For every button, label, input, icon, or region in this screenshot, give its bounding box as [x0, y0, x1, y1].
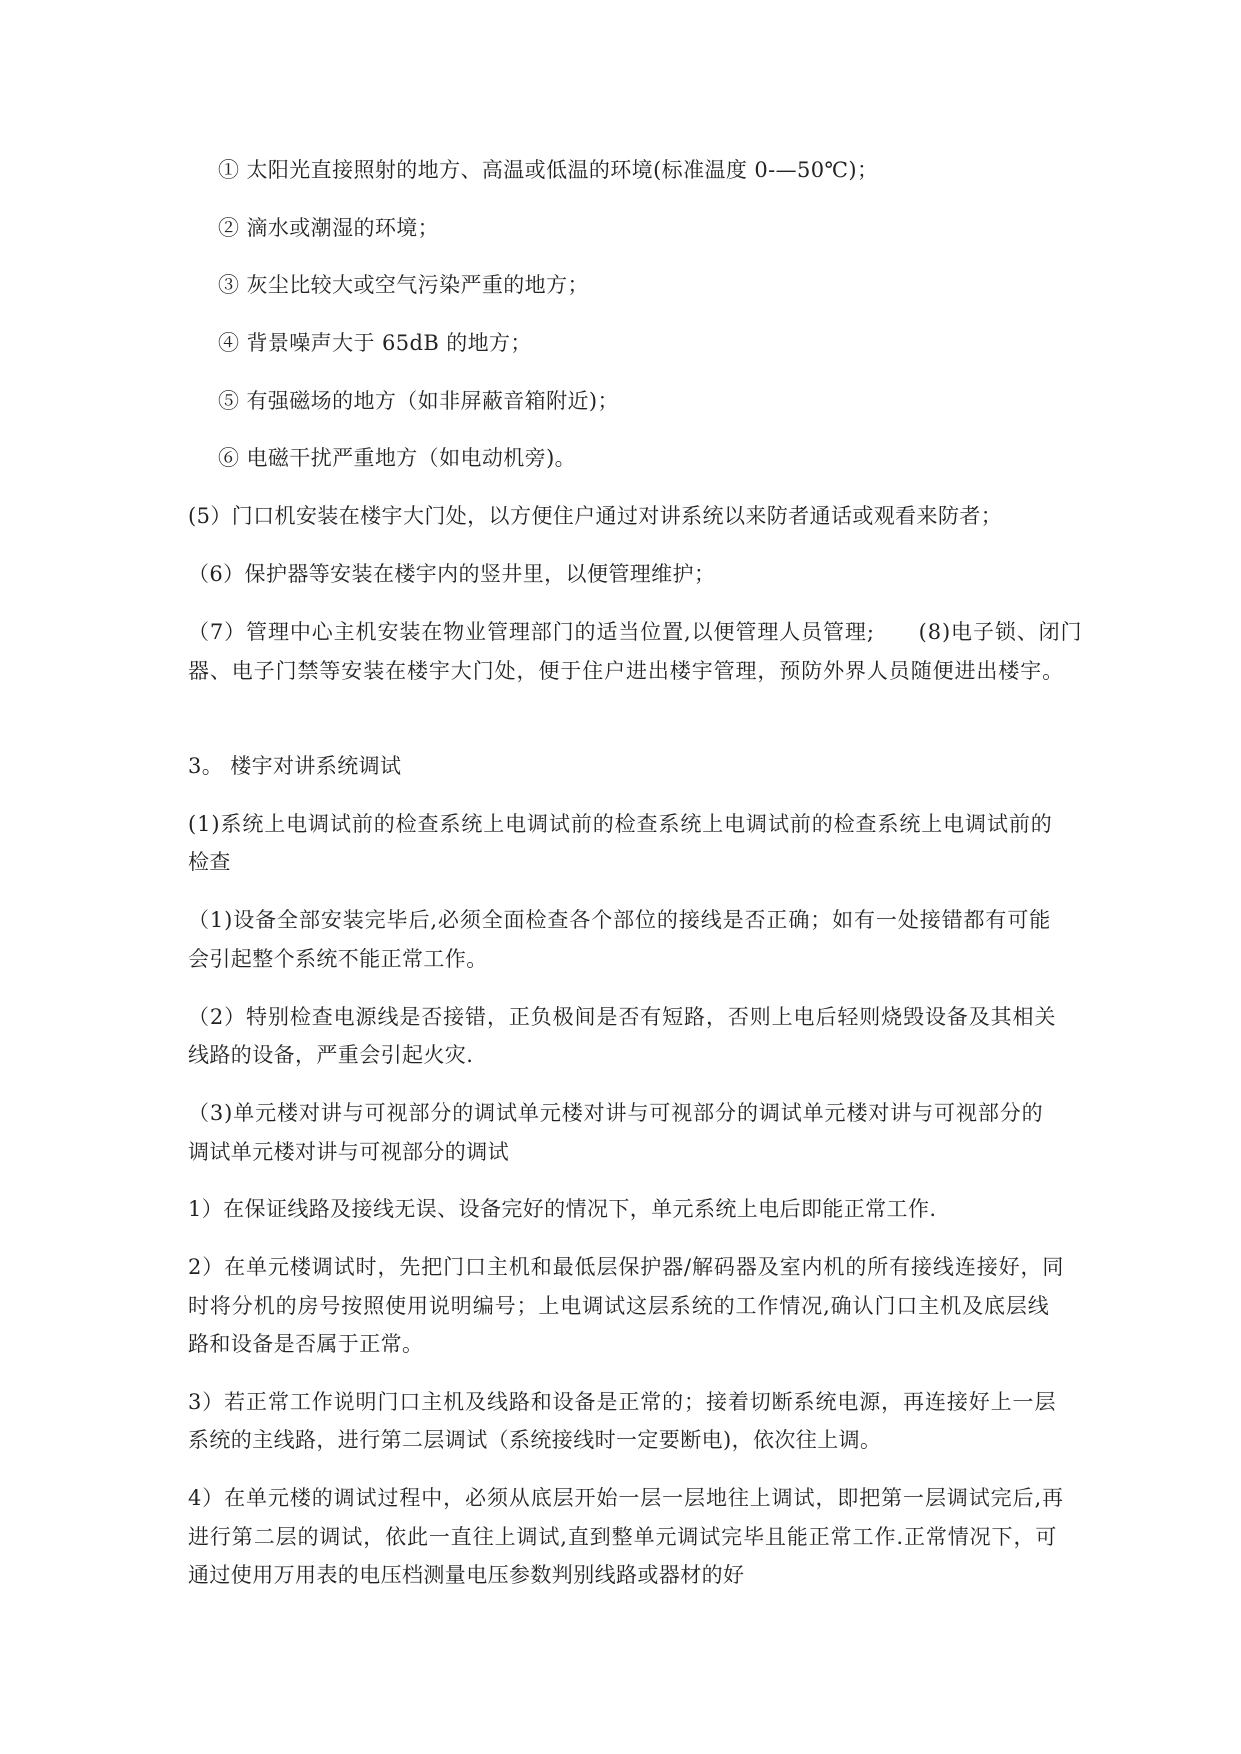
paragraph-6: （6）保护器等安装在楼宇内的竖井里，以便管理维护； [188, 562, 716, 586]
detail-3-line-1: 3）若正常工作说明门口主机及线路和设备是正常的；接着切断系统电源，再连接好上一层 [188, 1390, 1057, 1414]
detail-4-line-2: 进行第二层的调试，依此一直往上调试,直到整单元调试完毕且能正常工作.正常情况下，可 [188, 1525, 1058, 1549]
condition-item-5: ⑤ 有强磁场的地方（如非屏蔽音箱附近)； [218, 389, 619, 413]
detail-1: 1）在保证线路及接线无误、设备完好的情况下，单元系统上电后即能正常工作. [188, 1197, 937, 1221]
paragraph-7-line-2: 器、电子门禁等安装在楼宇大门处，便于住户进出楼宇管理，预防外界人员随便进出楼宇。 [188, 659, 1064, 683]
detail-4-line-3: 通过使用万用表的电压档测量电压参数判别线路或器材的好 [188, 1563, 745, 1587]
paragraph-5: (5）门口机安装在楼宇大门处，以方便住户通过对讲系统以来防者通话或观看来防者； [188, 504, 1003, 528]
check-1-line-2: 会引起整个系统不能正常工作。 [188, 947, 488, 971]
section-3-title: 3。 楼宇对讲系统调试 [188, 754, 402, 778]
check-2-line-2: 线路的设备，严重会引起火灾. [188, 1043, 474, 1067]
detail-4-line-1: 4）在单元楼的调试过程中，必须从底层开始一层一层地往上调试，即把第一层调试完后,再 [188, 1486, 1064, 1510]
detail-2-line-3: 路和设备是否属于正常。 [188, 1332, 424, 1356]
detail-2-line-2: 时将分机的房号按照使用说明编号；上电调试这层系统的工作情况,确认门口主机及底层线 [188, 1294, 1050, 1318]
step-1-line-2: 检查 [188, 850, 231, 874]
check-2-line-1: （2）特别检查电源线是否接错，正负极间是否有短路，否则上电后轻则烧毁设备及其相关 [188, 1005, 1057, 1029]
condition-item-1: ① 太阳光直接照射的地方、高温或低温的环境(标准温度 0-—50℃)； [218, 158, 879, 182]
step-1-line-1: (1)系统上电调试前的检查系统上电调试前的检查系统上电调试前的检查系统上电调试前的 [188, 812, 1053, 836]
condition-item-6: ⑥ 电磁干扰严重地方（如电动机旁)。 [218, 446, 577, 470]
detail-3-line-2: 系统的主线路，进行第二层调试（系统接线时一定要断电)，依次往上调。 [188, 1428, 882, 1452]
check-1-line-1: （1)设备全部安装完毕后,必须全面检查各个部位的接线是否正确；如有一处接错都有可能 [188, 908, 1052, 932]
check-3-line-2: 调试单元楼对讲与可视部分的调试 [188, 1140, 509, 1164]
detail-2-line-1: 2）在单元楼调试时，先把门口主机和最低层保护器/解码器及室内机的所有接线连接好，同 [188, 1255, 1065, 1279]
paragraph-7-line-1: （7）管理中心主机安装在物业管理部门的适当位置,以便管理人员管理; (8)电子锁、闭门 [188, 620, 1083, 644]
condition-item-2: ② 滴水或潮湿的环境； [218, 216, 440, 240]
check-3-line-1: （3)单元楼对讲与可视部分的调试单元楼对讲与可视部分的调试单元楼对讲与可视部分的 [188, 1101, 1044, 1125]
condition-item-4: ④ 背景噪声大于 65dB 的地方； [218, 331, 532, 355]
condition-item-3: ③ 灰尘比较大或空气污染严重的地方； [218, 273, 589, 297]
